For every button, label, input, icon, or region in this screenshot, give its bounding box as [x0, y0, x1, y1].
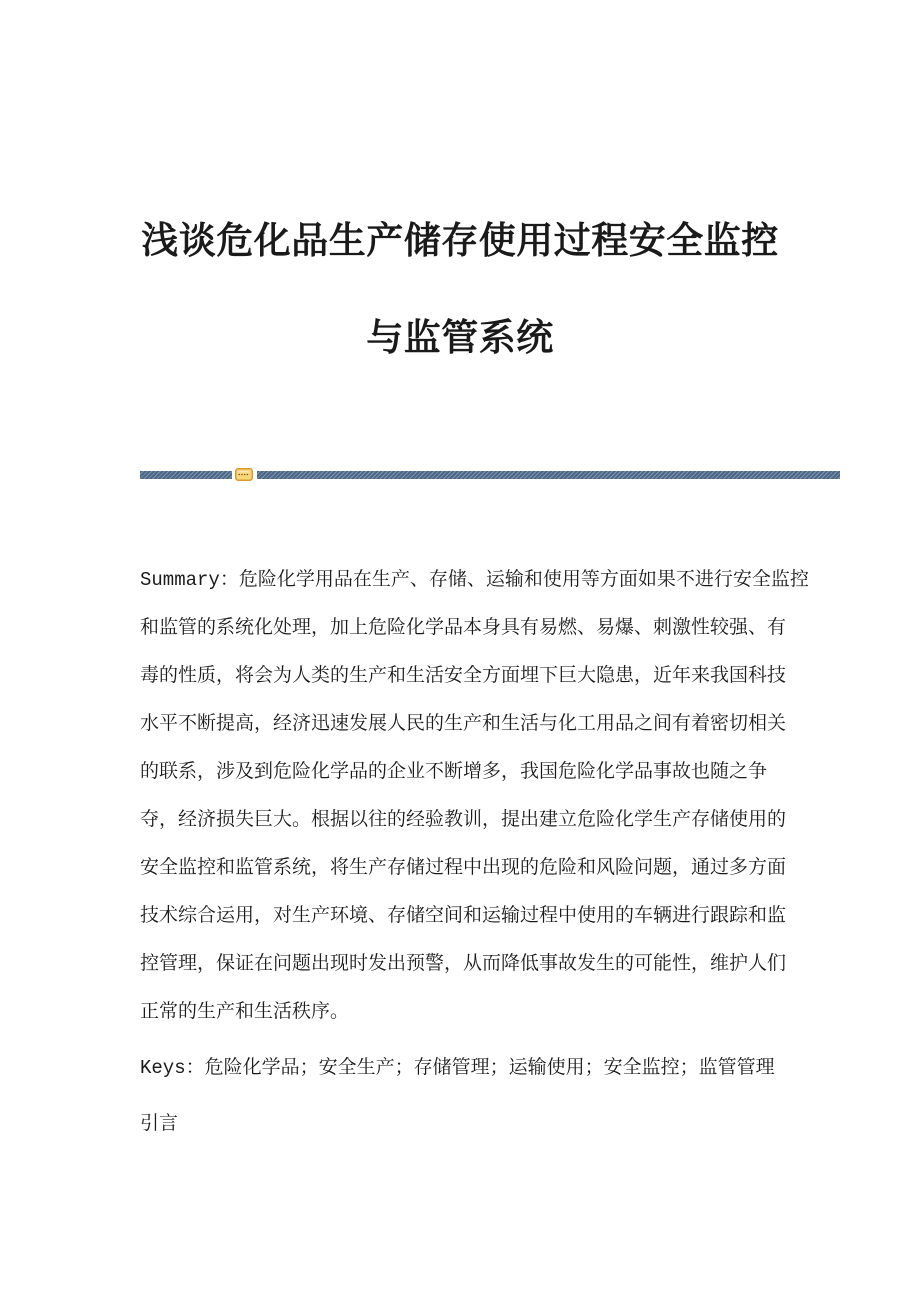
summary-line: 技术综合运用，对生产环境、存储空间和运输过程中使用的车辆进行跟踪和监: [140, 905, 787, 927]
summary-line: 水平不断提高，经济迅速发展人民的生产和生活与化工用品之间有着密切相关: [140, 713, 787, 735]
document-title-line-2: 与监管系统: [366, 315, 554, 359]
summary-line: 控管理，保证在问题出现时发出预警，从而降低事故发生的可能性，维护人们: [140, 953, 787, 975]
document-title-line-1: 浅谈危化品生产储存使用过程安全监控: [141, 218, 779, 262]
summary-line: 的联系，涉及到危险化学品的企业不断增多，我国危险化学品事故也随之争: [140, 761, 768, 783]
summary-line: 和监管的系统化处理，加上危险化学品本身具有易燃、易爆、刺激性较强、有: [140, 617, 787, 639]
title-divider-right: [257, 471, 840, 479]
section-heading: 引言: [140, 1113, 179, 1135]
ornament-icon: [235, 468, 253, 481]
keywords-line: [140, 1044, 775, 1092]
summary-line: 毒的性质，将会为人类的生产和生活安全方面埋下巨大隐患，近年来我国科技: [140, 665, 787, 687]
summary-paragraph: [140, 556, 820, 1036]
summary-line-text: 危险化学用品在生产、存储、运输和使用等方面如果不进行安全监控: [238, 569, 809, 591]
summary-line: 夺，经济损失巨大。根据以往的经验教训，提出建立危险化学生产存储使用的: [140, 809, 787, 831]
summary-line: 安全监控和监管系统，将生产存储过程中出现的危险和风险问题，通过多方面: [140, 857, 787, 879]
keywords-text: 危险化学品；安全生产；存储管理；运输使用；安全监控；监管管理: [204, 1057, 775, 1079]
summary-line: [140, 556, 820, 604]
summary-label: Summary：: [140, 569, 239, 591]
summary-line: 正常的生产和生活秩序。: [140, 1001, 350, 1023]
title-divider-left: [140, 471, 232, 479]
keywords-label: Keys：: [140, 1057, 205, 1079]
